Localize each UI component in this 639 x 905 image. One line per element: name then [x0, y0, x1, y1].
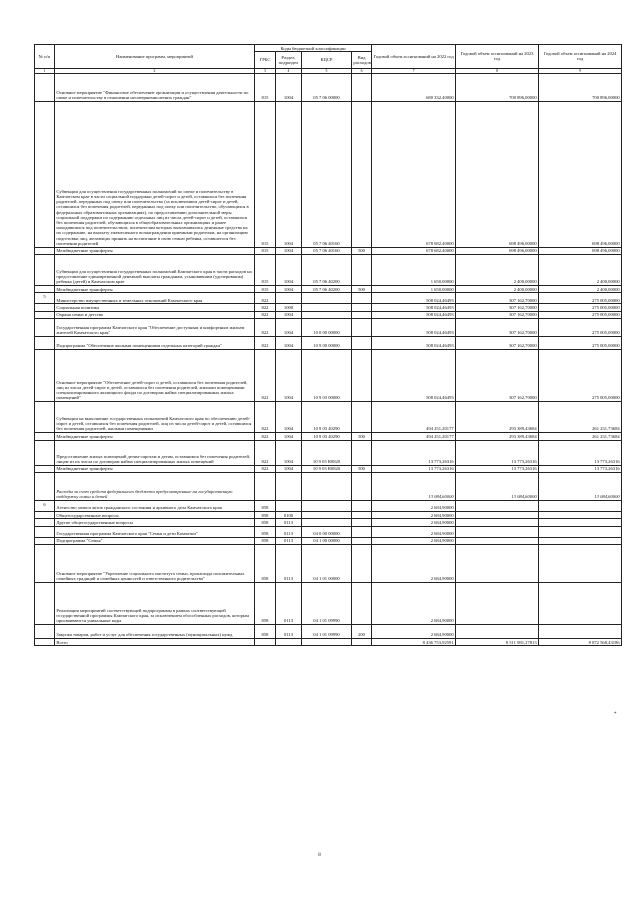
row-2024: 275 005,00000 — [539, 304, 622, 311]
header-num: № п/п — [35, 45, 55, 69]
column-index-cell: 4 — [276, 68, 302, 73]
row-num — [35, 304, 55, 311]
row-2022: 680 332,40000 — [372, 73, 456, 101]
row-vr — [352, 350, 372, 402]
row-grbs: 858 — [255, 500, 276, 511]
row-2022: 508 024,46493 — [372, 319, 456, 337]
row-grbs: 858 — [255, 511, 276, 518]
row-kcsr: 04 0 00 00000 — [302, 526, 352, 537]
column-index-cell: 6 — [352, 68, 372, 73]
row-kcsr: 10 9 00 00000 — [302, 337, 352, 350]
row-2022: 2 684,90000 — [372, 545, 456, 583]
row-name: Межбюджетные трансферты — [55, 465, 255, 472]
row-num — [35, 583, 55, 625]
row-name: Основное мероприятие "Финансовое обеспечение организации и осуществления деятельности по опеке и попечительству в отношении несовершеннолетних граждан" — [55, 73, 255, 101]
row-kcsr — [302, 304, 352, 311]
total-2023: 8 511 981,27813 — [456, 639, 539, 646]
row-name: Государственная программа Камчатского края "Обеспечение доступным и комфортным жильем жителей Камчатского края" — [55, 319, 255, 337]
row-vr — [352, 537, 372, 544]
budget-table-page — [34, 44, 621, 646]
row-2022: 13 773,26316 — [372, 465, 456, 472]
row-grbs: 822 — [255, 293, 276, 304]
row-num — [35, 247, 55, 254]
row-num — [35, 350, 55, 402]
row-section — [276, 293, 302, 304]
row-num — [35, 511, 55, 518]
row-grbs: 815 — [255, 247, 276, 254]
row-vr — [352, 500, 372, 511]
row-kcsr: 05 7 06 40160 — [302, 247, 352, 254]
row-2023 — [456, 511, 539, 518]
row-name: Межбюджетные трансферты — [55, 285, 255, 292]
row-num — [35, 285, 55, 292]
row-section: 0113 — [276, 526, 302, 537]
row-num — [35, 101, 55, 247]
row-section: 0113 — [276, 519, 302, 526]
row-2022: 2 684,90000 — [372, 526, 456, 537]
row-name: Основное мероприятие "Укрепление социального института семьи, пропаганда положительных семейных традиций и семейных ценностей и ответственного родительства" — [55, 545, 255, 583]
row-2022: 494 251,20177 — [372, 433, 456, 440]
row-grbs: 822 — [255, 304, 276, 311]
total-label: Всего — [55, 639, 255, 646]
row-2024: 698 496,00000 — [539, 101, 622, 247]
row-2023: 2 400,00000 — [456, 254, 539, 285]
row-vr — [352, 402, 372, 433]
row-section: 1004 — [276, 73, 302, 101]
table-row — [35, 625, 622, 639]
row-vr — [352, 519, 372, 526]
row-num: 5 — [35, 293, 55, 304]
row-kcsr — [302, 472, 352, 500]
header-2023: Годовой объем ассигнований на 2023 год — [456, 45, 539, 69]
table-row — [35, 304, 622, 311]
row-num — [35, 311, 55, 318]
row-vr — [352, 254, 372, 285]
row-kcsr: 04 1 01 09990 — [302, 625, 352, 639]
row-2022: 2 684,90000 — [372, 583, 456, 625]
table-row — [35, 440, 622, 465]
row-name: Государственная программа Камчатского края "Семья и дети Камчатки" — [55, 526, 255, 537]
row-vr — [352, 293, 372, 304]
row-2024: 275 005,00000 — [539, 319, 622, 337]
row-section: 1004 — [276, 101, 302, 247]
row-kcsr — [302, 511, 352, 518]
row-num — [35, 625, 55, 639]
total-vr — [352, 639, 372, 646]
row-kcsr: 10 0 00 00000 — [302, 319, 352, 337]
row-grbs: 815 — [255, 254, 276, 285]
row-2022: 508 024,46493 — [372, 350, 456, 402]
total-2024: 8 872 568,43186 — [539, 639, 622, 646]
row-2022: 494 251,20177 — [372, 402, 456, 433]
row-section: 1004 — [276, 402, 302, 433]
header-grbs: ГРБС — [255, 52, 276, 68]
row-grbs — [255, 472, 276, 500]
row-grbs: 822 — [255, 433, 276, 440]
row-grbs: 822 — [255, 402, 276, 433]
row-grbs: 858 — [255, 519, 276, 526]
row-name: Предоставление жилых помещений детям-сиротам и детям, оставшимся без попечения родителей, лицам из их числа по договорам найма специализированных жилых помещений — [55, 440, 255, 465]
row-2023: 700 896,00000 — [456, 73, 539, 101]
row-name: Подпрограмма "Семья" — [55, 537, 255, 544]
row-num — [35, 402, 55, 433]
row-section: 0113 — [276, 537, 302, 544]
row-kcsr — [302, 519, 352, 526]
row-grbs: 822 — [255, 319, 276, 337]
table-row — [35, 247, 622, 254]
row-2022: 508 024,46493 — [372, 337, 456, 350]
header-vr: Вид расходов — [352, 52, 372, 68]
row-2023: 13 773,26316 — [456, 440, 539, 465]
table-row — [35, 537, 622, 544]
row-vr: 500 — [352, 465, 372, 472]
row-name: Другие общегосударственные вопросы — [55, 519, 255, 526]
table-row — [35, 293, 622, 304]
row-2022: 508 024,46493 — [372, 304, 456, 311]
row-grbs: 822 — [255, 465, 276, 472]
column-index-cell: 5 — [302, 68, 352, 73]
row-2024: 700 896,00000 — [539, 73, 622, 101]
row-section — [276, 472, 302, 500]
row-name: Расходы за счет средств федерального бюджета предусмотренные на государственную поддержку семьи и детей — [55, 472, 255, 500]
row-section: 1004 — [276, 337, 302, 350]
table-row — [35, 583, 622, 625]
row-name: Реализация мероприятий соответствующей подпрограммы в рамках соответствующей государственной программы Камчатского края, за исключением обособленных расходов, которым присваиваются уникальные коды — [55, 583, 255, 625]
header-codes: Коды бюджетной классификации — [255, 45, 372, 52]
row-grbs: 815 — [255, 73, 276, 101]
row-grbs: 822 — [255, 440, 276, 465]
total-2022: 8 436 753,92591 — [372, 639, 456, 646]
header-kcsr: КЦСР — [302, 52, 352, 68]
footnote-star: * — [614, 712, 617, 717]
row-2023: 307 162,70000 — [456, 293, 539, 304]
row-2023: 698 496,00000 — [456, 247, 539, 254]
row-2024: 2 400,00000 — [539, 254, 622, 285]
row-name: Социальная политика — [55, 304, 255, 311]
row-2023: 293 389,43684 — [456, 433, 539, 440]
row-vr: 500 — [352, 247, 372, 254]
table-row — [35, 254, 622, 285]
row-grbs: 858 — [255, 625, 276, 639]
row-num — [35, 526, 55, 537]
row-section: 1004 — [276, 440, 302, 465]
row-name: Межбюджетные трансферты — [55, 433, 255, 440]
row-2024: 13 084,60000 — [539, 472, 622, 500]
row-num — [35, 73, 55, 101]
table-row — [35, 511, 622, 518]
row-grbs: 858 — [255, 583, 276, 625]
row-section: 1004 — [276, 433, 302, 440]
row-name: Охрана семьи и детства — [55, 311, 255, 318]
row-name: Министерство имущественных и земельных отношений Камчатского края — [55, 293, 255, 304]
row-vr — [352, 526, 372, 537]
row-2023: 307 162,70000 — [456, 304, 539, 311]
row-2022: 13 084,60000 — [372, 472, 456, 500]
row-2024 — [539, 625, 622, 639]
row-num — [35, 472, 55, 500]
row-2023: 307 162,70000 — [456, 350, 539, 402]
row-kcsr: 05 7 06 00000 — [302, 73, 352, 101]
total-num — [35, 639, 55, 646]
row-num — [35, 545, 55, 583]
row-2024: 13 773,26316 — [539, 440, 622, 465]
row-vr: 500 — [352, 433, 372, 440]
row-2024 — [539, 526, 622, 537]
row-kcsr: 04 1 00 00000 — [302, 537, 352, 544]
row-2024 — [539, 519, 622, 526]
table-row — [35, 545, 622, 583]
table-row — [35, 337, 622, 350]
row-2022: 1 650,00000 — [372, 285, 456, 292]
row-num — [35, 465, 55, 472]
row-grbs: 815 — [255, 285, 276, 292]
row-2022: 2 684,90000 — [372, 537, 456, 544]
row-2023 — [456, 583, 539, 625]
row-kcsr: 10 9 03 00000 — [302, 350, 352, 402]
row-num — [35, 433, 55, 440]
table-row — [35, 319, 622, 337]
total-kcsr — [302, 639, 352, 646]
row-section: 1004 — [276, 465, 302, 472]
row-section: 1004 — [276, 311, 302, 318]
table-row — [35, 472, 622, 500]
column-index-cell: 9 — [539, 68, 622, 73]
budget-table — [34, 44, 622, 646]
row-name: Субвенции на выполнение государственных полномочий Камчатского края по обеспечению детей-сирот и детей, оставшихся без попечения родителей, лиц из числа детей-сирот и детей, оставшихся без попечения родителей, жилыми помещениями — [55, 402, 255, 433]
row-num — [35, 440, 55, 465]
row-kcsr: 05 7 06 40200 — [302, 285, 352, 292]
row-2023 — [456, 625, 539, 639]
row-section: 1004 — [276, 319, 302, 337]
table-row — [35, 465, 622, 472]
row-vr: 200 — [352, 625, 372, 639]
row-section: 1004 — [276, 350, 302, 402]
row-2022: 508 024,46493 — [372, 311, 456, 318]
row-num — [35, 519, 55, 526]
row-2023 — [456, 500, 539, 511]
row-2023: 698 496,00000 — [456, 101, 539, 247]
row-2022: 2 684,90000 — [372, 519, 456, 526]
row-kcsr: 05 7 06 40160 — [302, 101, 352, 247]
row-kcsr — [302, 311, 352, 318]
row-vr — [352, 101, 372, 247]
header-2022: Годовой объем ассигнований на 2022 год — [372, 45, 456, 69]
row-2023: 13 084,60000 — [456, 472, 539, 500]
row-grbs: 822 — [255, 311, 276, 318]
row-2023: 293 389,43684 — [456, 402, 539, 433]
row-2024: 698 496,00000 — [539, 247, 622, 254]
row-2023: 13 773,26316 — [456, 465, 539, 472]
table-row — [35, 402, 622, 433]
table-row — [35, 73, 622, 101]
row-vr — [352, 311, 372, 318]
column-index-cell: 1 — [35, 68, 55, 73]
total-grbs — [255, 639, 276, 646]
row-2022: 2 684,90000 — [372, 511, 456, 518]
row-kcsr: 05 7 06 40200 — [302, 254, 352, 285]
row-2024: 2 400,00000 — [539, 285, 622, 292]
row-vr — [352, 472, 372, 500]
row-2023 — [456, 545, 539, 583]
row-num — [35, 337, 55, 350]
row-grbs: 858 — [255, 545, 276, 583]
column-index-cell: 3 — [255, 68, 276, 73]
row-vr — [352, 337, 372, 350]
row-vr — [352, 304, 372, 311]
row-2023 — [456, 526, 539, 537]
column-index-cell: 7 — [372, 68, 456, 73]
row-2023: 307 162,70000 — [456, 337, 539, 350]
row-vr — [352, 583, 372, 625]
header-name: Наименование программ, мероприятий — [55, 45, 255, 69]
row-2022: 2 684,90000 — [372, 625, 456, 639]
row-vr — [352, 545, 372, 583]
table-body — [35, 73, 622, 646]
row-name: Основное мероприятие "Обеспечение детей-сирот и детей, оставшихся без попечения родителей, лиц из числа детей-сирот и детей, оставшихся без попечения родителей, жилыми помещениями специализированного жилищного фонда по договорам найма специализированных жилых помещений" — [55, 350, 255, 402]
row-vr — [352, 440, 372, 465]
row-section: 1004 — [276, 247, 302, 254]
row-2024 — [539, 583, 622, 625]
row-name: Межбюджетные трансферты — [55, 247, 255, 254]
row-2024: 275 005,00000 — [539, 293, 622, 304]
row-2024 — [539, 511, 622, 518]
row-num: 6 — [35, 500, 55, 511]
row-name: Субвенции для осуществления государственных полномочий по опеке и попечительству в Камчатском крае в части социальной поддержки детей-сирот и детей, оставшихся без попечения родителей, переданных под опеку или попечительство (за исключением детей-сирот и детей, оставшихся без попечения родителей, переданных под опеку или попечительство, обучающихся в федеральных образовательных организациях), по предоставлению дополнительной меры социальной поддержки по содержанию отдельных лиц из числа детей-сирот и детей, оставшихся без попечения родителей, обучающихся в общеобразовательных организациях и ранее находившихся под попечительством, попечителям которых выплачивались денежные средства на их содержание, на выплату ежемесячного вознаграждения приемным родителям, на организацию подготовки лиц, желающих принять на воспитание в свою семью ребенка, оставшегося без попечения родителей — [55, 101, 255, 247]
table-row — [35, 311, 622, 318]
row-num — [35, 537, 55, 544]
row-2022: 678 682,40000 — [372, 101, 456, 247]
row-section: 0113 — [276, 545, 302, 583]
row-section: 1004 — [276, 285, 302, 292]
row-kcsr: 10 9 03 R0820 — [302, 440, 352, 465]
row-grbs: 822 — [255, 350, 276, 402]
row-kcsr: 04 1 01 00000 — [302, 545, 352, 583]
column-index-cell: 2 — [55, 68, 255, 73]
row-2023 — [456, 519, 539, 526]
row-name: Субвенции для осуществления государственных полномочий Камчатского края в части расходов на предоставление единовременной денежной выплаты гражданам, усыновившим (удочерившим) ребенка (детей) в Камчатском крае — [55, 254, 255, 285]
row-2022: 13 773,26316 — [372, 440, 456, 465]
row-grbs: 858 — [255, 537, 276, 544]
row-section: 1004 — [276, 254, 302, 285]
table-row — [35, 500, 622, 511]
row-num — [35, 254, 55, 285]
column-index-cell: 8 — [456, 68, 539, 73]
row-vr — [352, 511, 372, 518]
row-2024 — [539, 545, 622, 583]
row-section: 1000 — [276, 304, 302, 311]
row-2023 — [456, 537, 539, 544]
row-kcsr — [302, 500, 352, 511]
table-row — [35, 433, 622, 440]
table-row — [35, 526, 622, 537]
row-kcsr: 04 1 01 09990 — [302, 583, 352, 625]
row-kcsr — [302, 293, 352, 304]
row-name: Агентство записи актов гражданского состояния и архивного дела Камчатского края — [55, 500, 255, 511]
row-2024: 261 231,73684 — [539, 433, 622, 440]
row-vr: 500 — [352, 285, 372, 292]
header-2024: Годовой объем ассигнований на 2024 год — [539, 45, 622, 69]
row-section: 0113 — [276, 583, 302, 625]
row-grbs: 822 — [255, 337, 276, 350]
row-grbs: 815 — [255, 101, 276, 247]
row-2022: 678 682,40000 — [372, 247, 456, 254]
row-kcsr: 10 9 03 40290 — [302, 402, 352, 433]
row-section — [276, 500, 302, 511]
table-row — [35, 101, 622, 247]
row-kcsr: 10 9 03 R0820 — [302, 465, 352, 472]
row-name: Подпрограмма "Обеспечение жилыми помещениями отдельных категорий граждан" — [55, 337, 255, 350]
row-2024: 13 773,26316 — [539, 465, 622, 472]
table-row — [35, 285, 622, 292]
row-grbs: 858 — [255, 526, 276, 537]
row-name: Общегосударственные вопросы — [55, 511, 255, 518]
row-section: 0100 — [276, 511, 302, 518]
row-2022: 1 650,00000 — [372, 254, 456, 285]
header-section: Раздел, подраздел — [276, 52, 302, 68]
row-2024 — [539, 500, 622, 511]
row-2024: 275 005,00000 — [539, 350, 622, 402]
total-section — [276, 639, 302, 646]
row-2023: 307 162,70000 — [456, 319, 539, 337]
table-row — [35, 519, 622, 526]
page-number: 8 — [318, 853, 321, 858]
row-2023: 307 162,70000 — [456, 311, 539, 318]
row-vr — [352, 319, 372, 337]
row-2024 — [539, 537, 622, 544]
row-2024: 261 231,73684 — [539, 402, 622, 433]
row-name: Закупка товаров, работ и услуг для обеспечения государственных (муниципальных) нужд — [55, 625, 255, 639]
row-2024: 275 005,00000 — [539, 337, 622, 350]
table-row — [35, 350, 622, 402]
row-vr — [352, 73, 372, 101]
row-section: 0113 — [276, 625, 302, 639]
row-num — [35, 319, 55, 337]
row-2022: 2 684,90000 — [372, 500, 456, 511]
row-kcsr: 10 9 03 40290 — [302, 433, 352, 440]
row-2023: 2 400,00000 — [456, 285, 539, 292]
row-2022: 508 024,46493 — [372, 293, 456, 304]
row-2024: 275 005,00000 — [539, 311, 622, 318]
total-row — [35, 639, 622, 646]
